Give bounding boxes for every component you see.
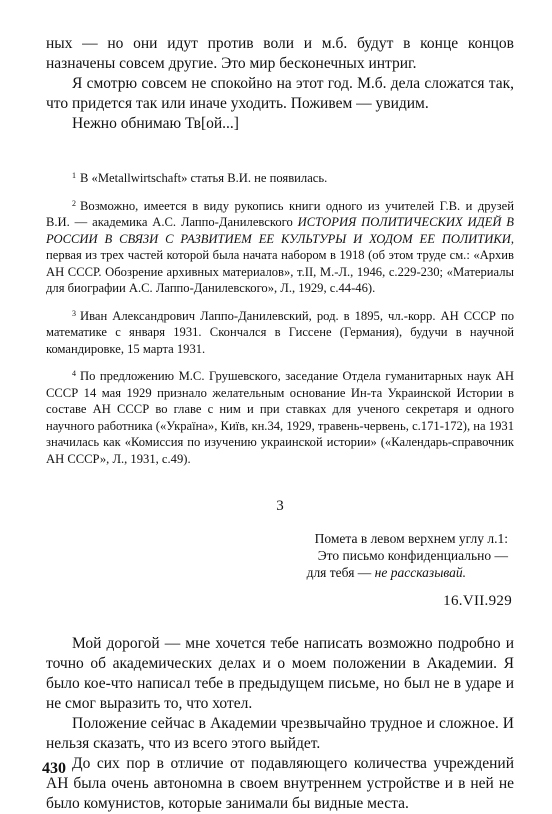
- letter-date: 16.VII.929: [443, 593, 512, 609]
- footnote-text: Иван Александрович Лаппо-Данилевский, род. в 1895, чл.-корр. АН СССР по математике с января 1931. Скончался в Гиссене (Германия), будучи в научной командировке, 15 марта 1931.: [46, 308, 514, 356]
- footnote: [46, 366, 514, 467]
- footnote-text: В «Metallwirtschaft» статья В.И. не появилась.: [80, 171, 328, 185]
- footnote-text: По предложению М.С. Грушевского, заседание Отдела гуманитарных наук АН СССР 14 мая 1929 признало желательным основание Ин-та Украинской Истории в составе АН СССР во главе с ним и при ставках для ученого секретаря и одного научного работника («Украïна», Київ, кн.34, 1929, травень-червень, с.171-172), на 1931 значилась как «Комиссия по изучению украинской истории» («Календарь-справочник АН СССР», Л., 1931, с.49).: [46, 369, 514, 466]
- archival-remark: [46, 530, 508, 581]
- page-body: [46, 34, 514, 814]
- footnote-marker: 4: [72, 369, 76, 378]
- text-paragraph: ных — но они идут против воли и м.б. будут в конце концов назначены совсем другие. Это мир бесконечных интриг.: [46, 35, 514, 72]
- text-paragraph: Мой дорогой — мне хочется тебе написать возможно подробно и точно об академических делах и о моем положении в Академии. Я было кое-что написал тебе в предыдущем письме, но был не в ударе и не смог выразить то, что хотел.: [46, 635, 514, 712]
- footnote-marker: 3: [72, 308, 76, 318]
- page-number: 430: [42, 760, 66, 777]
- footnotes: [46, 168, 514, 467]
- footnote-text: Возможно, имеется в виду рукопись книги одного из учителей Г.В. и друзей В.И. — академика А.С. Лаппо-Данилевского: [46, 198, 514, 229]
- text-paragraph: Нежно обнимаю Тв[ой...]: [72, 115, 239, 132]
- remark-line: Помета в левом верхнем углу л.1:: [314, 531, 508, 546]
- footnote-text: , первая из трех частей которой была начата набором в 1918 (об этом труде см.: «Архив АН СССР. Обозрение архивных материалов», т.II, М.-Л., 1946, с.229-230; «Материалы для биографии А.С. Лаппо-Данилевского», Л., 1929, с.44-46).: [46, 231, 514, 295]
- footnote: [46, 306, 514, 358]
- remark-line: Это письмо конфиденциально —: [317, 548, 508, 563]
- footnote-marker: 1: [72, 171, 76, 180]
- book-title: ИСТОРИЯ ПОЛИТИЧЕСКИХ ИДЕЙ В РОССИИ В СВЯЗИ С РАЗВИТИЕМ ЕЕ КУЛЬТУРЫ И ХОДОМ ЕЕ ПОЛИТИКИ: [46, 215, 514, 246]
- footnote: [46, 168, 514, 187]
- footnote: [46, 196, 514, 297]
- letter-number: 3: [276, 498, 284, 514]
- letter-body: [46, 634, 514, 814]
- text-paragraph: До сих пор в отличие от подавляющего количества учреждений АН была очень автономна в своем внутреннем устройстве и в ней не было комунистов, которые занимали бы видные места.: [46, 755, 514, 812]
- text-paragraph: Положение сейчас в Академии чрезвычайно трудное и сложное. И нельзя сказать, что из всего этого выйдет.: [46, 715, 514, 752]
- remark-line: [46, 564, 508, 581]
- remark-text: для тебя —: [306, 565, 375, 580]
- text-paragraph: Я смотрю совсем не спокойно на этот год. М.б. дела сложатся так, что придется так или иначе уходить. Поживем — увидим.: [46, 75, 514, 112]
- remark-emphasis: не рассказывай.: [374, 565, 466, 580]
- footnote-marker: 2: [72, 198, 76, 208]
